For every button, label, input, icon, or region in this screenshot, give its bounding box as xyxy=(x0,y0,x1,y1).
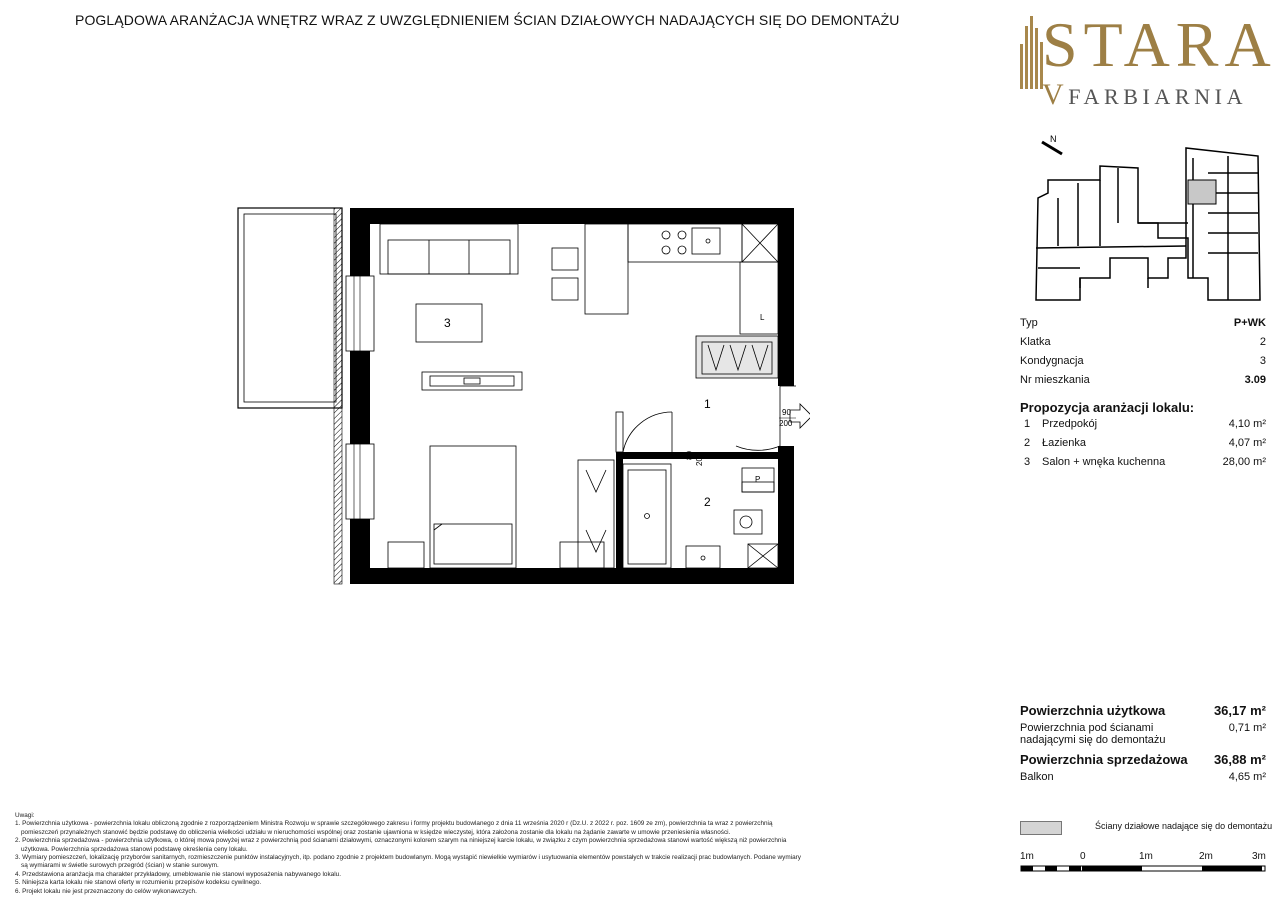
note-line: 1. Powierzchnia użytkowa - powierzchnia lokalu obliczoną zgodnie z rozporządzeniem Ministra Rozwoju w sprawie szczegółowego zakresu i formy projektu budowlanego z dnia 11 września 2020 r (Dz.U. z 2022 r. poz. 1609 ze zm), powierzchnia ta wraz z powierzchnią xyxy=(15,820,773,828)
nightstand xyxy=(560,542,604,568)
info-apt-value: 3.09 xyxy=(1244,374,1266,386)
note-line: pomieszczeń przynależnych stanowić będzie podstawę do obliczenia wielkości udziału w nieruchomości wspólnej oraz zostanie ujawniona w księdze wieczystej, która założona zostanie dla lokalu na żądanie zawarte w umowie przeniesienia własności. xyxy=(21,828,731,836)
room-list xyxy=(1020,415,1266,472)
info-type-label: Typ xyxy=(1020,317,1038,329)
room-num: 3 xyxy=(1024,456,1031,468)
room-num: 1 xyxy=(1024,418,1031,430)
page-title: POGLĄDOWA ARANŻACJA WNĘTRZ WRAZ Z UWZGLĘDNIENIEM ŚCIAN DZIAŁOWYCH NADAJĄCYCH SIĘ DO DEMONTAŻU xyxy=(75,12,900,28)
washer-label: P xyxy=(755,475,761,484)
scale-label: 3m xyxy=(1252,851,1266,862)
note-line: użytkowa. Powierzchnia sprzedażowa stanowi podstawę określenia ceny lokalu. xyxy=(21,845,248,853)
room-area: 4,10 m² xyxy=(1228,418,1266,430)
sales-area-value: 36,88 m² xyxy=(1213,752,1266,767)
scale-label: 1m xyxy=(1139,851,1153,862)
usable-area-row xyxy=(1020,703,1266,718)
walls-area-label xyxy=(1020,722,1166,746)
door1-width: 90 xyxy=(782,408,791,417)
logo-word-farbiarnia xyxy=(1042,78,1247,112)
info-staircase-label: Klatka xyxy=(1020,336,1051,348)
room-name: Przedpokój xyxy=(1042,418,1098,430)
tv-unit xyxy=(422,372,522,390)
bathtub xyxy=(623,464,671,568)
apartment-info xyxy=(1020,314,1266,390)
legend-text: Ściany działowe nadające się do demontażu xyxy=(1095,821,1273,831)
info-staircase-row xyxy=(1020,333,1266,352)
note-line: 2. Powierzchnia sprzedażowa - powierzchnia użytkowa, o której mowa powyżej wraz z powierzchnią pod ścianami działowymi, oznaczonymi kolorem szarym na niniejszej karcie lokalu, w związku z czym powierzchnia sprzedażowa stanowi wartość większą niż powierzchnia xyxy=(15,837,787,845)
logo-initial: V xyxy=(1042,78,1069,111)
scale-bar xyxy=(1020,864,1270,876)
bed xyxy=(430,446,516,568)
room-row xyxy=(1020,434,1266,453)
room-area: 4,07 m² xyxy=(1228,437,1266,449)
info-staircase-value: 2 xyxy=(1259,336,1266,348)
room-label-2: 2 xyxy=(704,495,711,509)
north-arrow xyxy=(1042,134,1062,154)
door2-height: 200 xyxy=(695,452,704,466)
sales-area-label: Powierzchnia sprzedażowa xyxy=(1020,752,1188,767)
shaft xyxy=(748,544,778,568)
walls xyxy=(350,208,794,584)
bathroom-door xyxy=(623,412,672,452)
room-row xyxy=(1020,415,1266,434)
note-line: 4. Przedstawiona aranżacja ma charakter przykładowy, umeblowanie nie stanowi wyposażenia nabywanego lokalu. xyxy=(15,870,341,878)
kitchen xyxy=(552,224,778,334)
walls-area-row xyxy=(1020,722,1266,746)
info-apt-label: Nr mieszkania xyxy=(1020,374,1090,386)
fridge-label: L xyxy=(760,313,765,322)
info-floor-row xyxy=(1020,352,1266,371)
toilet xyxy=(734,510,762,534)
info-type-value: P+WK xyxy=(1233,317,1266,329)
area-summary xyxy=(1020,703,1266,783)
info-floor-value: 3 xyxy=(1259,355,1266,367)
room-area: 28,00 m² xyxy=(1222,456,1266,468)
door2-width: 80 xyxy=(685,451,694,460)
room-label-1: 1 xyxy=(704,397,711,411)
notes-heading: Uwagi: xyxy=(15,812,35,819)
room-row xyxy=(1020,453,1266,472)
wardrobe xyxy=(696,336,778,378)
info-floor-label: Kondygnacja xyxy=(1020,355,1084,367)
walls-area-label-2: nadającymi się do demontażu xyxy=(1020,734,1166,746)
sales-area-row xyxy=(1020,752,1266,767)
info-type-row xyxy=(1020,314,1266,333)
info-apt-row xyxy=(1020,371,1266,390)
balcony-area-label: Balkon xyxy=(1020,771,1054,783)
usable-area-value: 36,17 m² xyxy=(1213,703,1266,718)
scale-label: 2m xyxy=(1199,851,1213,862)
scale-label: 0 xyxy=(1080,851,1086,862)
sofa xyxy=(380,224,518,274)
balcony-area-value: 4,65 m² xyxy=(1228,771,1266,783)
washbasin xyxy=(686,546,720,568)
nightstand xyxy=(388,542,424,568)
balcony-area-row xyxy=(1020,771,1266,783)
balcony xyxy=(238,208,342,584)
room-label-3: 3 xyxy=(444,316,451,330)
legend-swatch xyxy=(1020,821,1062,835)
floor-plan xyxy=(230,200,810,595)
room-num: 2 xyxy=(1024,437,1031,449)
shelf-unit xyxy=(578,460,614,568)
scale-label: 1m xyxy=(1020,851,1034,862)
proposal-title: Propozycja aranżacji lokalu: xyxy=(1020,400,1195,415)
north-label: N xyxy=(1050,134,1057,144)
room-name: Salon + wnęka kuchenna xyxy=(1042,456,1166,468)
note-line: są wymiarami w świetle surowych przegród (ścian) w stanie surowym. xyxy=(21,862,219,870)
note-line: 5. Niniejsza karta lokalu nie stanowi oferty w rozumieniu przepisów kodeksu cywilnego. xyxy=(15,879,262,887)
logo-word: FARBIARNIA xyxy=(1068,84,1248,109)
bathroom-walls xyxy=(616,412,778,568)
door1-height: 200 xyxy=(779,419,793,428)
logo-word-stara: STARA xyxy=(1042,9,1277,80)
walls-area-label-1: Powierzchnia pod ścianami xyxy=(1020,722,1154,734)
note-line: 3. Wymiary pomieszczeń, lokalizację przyborów sanitarnych, rozmieszczenie punktów instalacyjnych, itp. podano zgodnie z projektem budowlanym. Mogą wystąpić niewielkie wymiarów i usytuowania elementów powstałych w trakcie realizacji prac budowlanych. Podane wymiary xyxy=(15,854,801,862)
notes xyxy=(15,812,990,896)
room-name: Łazienka xyxy=(1042,437,1087,449)
walls-area-value: 0,71 m² xyxy=(1228,722,1266,734)
usable-area-label: Powierzchnia użytkowa xyxy=(1020,703,1166,718)
keyplan xyxy=(1018,128,1268,308)
note-line: 6. Projekt lokalu nie jest przeznaczony do celów wykonawczych. xyxy=(15,887,197,895)
